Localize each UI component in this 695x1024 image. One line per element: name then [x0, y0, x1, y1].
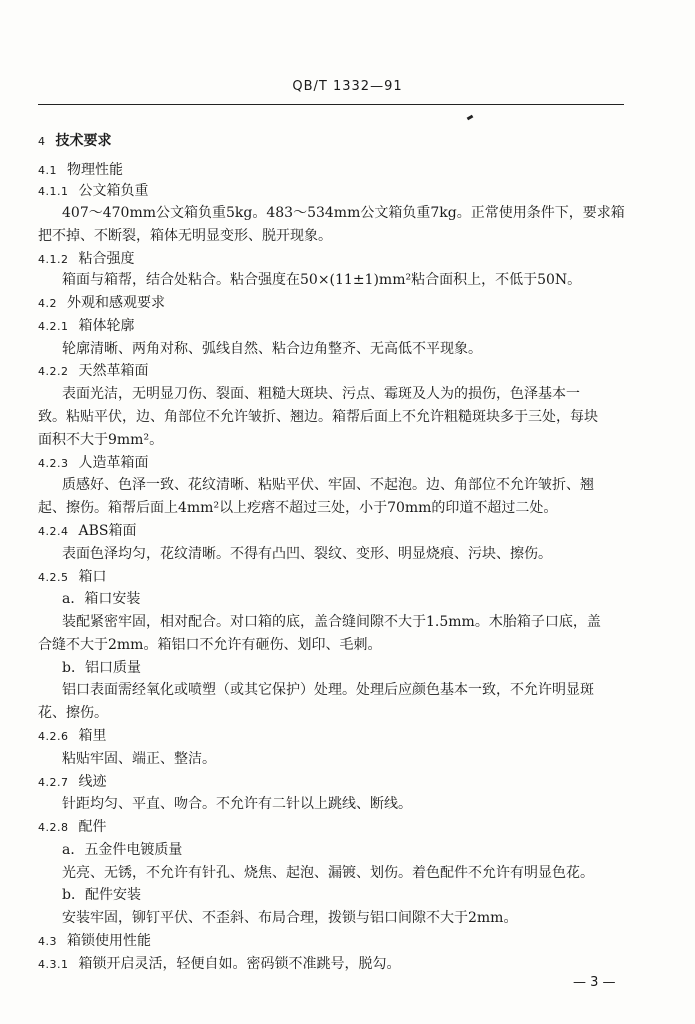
section-title: 线迹 — [78, 774, 107, 790]
scan-mark — [467, 115, 474, 121]
section-number: 4.2.7 — [38, 776, 69, 789]
section-heading — [38, 161, 123, 180]
section-number: 4.1.1 — [38, 185, 69, 198]
section-title: 公文箱负重 — [78, 183, 149, 199]
section-title: 人造革箱面 — [78, 455, 149, 471]
section-number: 4.1.2 — [38, 253, 69, 266]
section-title: ABS箱面 — [78, 523, 137, 539]
section-number: 4.3 — [38, 935, 57, 948]
list-item-heading: b．配件安装 — [62, 887, 141, 903]
header-rule — [38, 104, 624, 105]
section-heading — [38, 132, 112, 151]
paragraph-line: 质感好、色泽一致、花纹清晰、粘贴平伏、牢固、不起泡。边、角部位不允许皱折、翘 — [62, 477, 594, 493]
page-header: QB/T 1332—91 — [292, 79, 403, 94]
section-heading — [38, 955, 401, 974]
section-number: 4.2 — [38, 297, 57, 310]
section-number: 4.2.1 — [38, 320, 69, 333]
paragraph-line: 箱面与箱帮，结合处粘合。粘合强度在50×(11±1)mm²粘合面积上，不低于50N。 — [62, 272, 582, 288]
section-number: 4.1 — [38, 164, 57, 177]
list-item-heading: a．五金件电镀质量 — [62, 842, 183, 858]
list-item-heading: a．箱口安装 — [62, 591, 141, 607]
section-title: 箱锁使用性能 — [67, 933, 151, 949]
section-heading — [38, 818, 107, 837]
section-title: 配件 — [78, 819, 107, 835]
paragraph-line: 面积不大于9mm²。 — [38, 432, 164, 448]
paragraph-line: 花、擦伤。 — [38, 705, 108, 721]
section-heading — [38, 932, 151, 951]
section-title: 物理性能 — [67, 162, 123, 178]
paragraph-line: 光亮、无锈，不允许有针孔、烧焦、起泡、漏镀、划伤。着色配件不允许有明显色花。 — [62, 865, 594, 881]
section-heading — [38, 294, 165, 313]
section-title: 粘合强度 — [78, 251, 135, 267]
paragraph-line: 表面色泽均匀，花纹清晰。不得有凸凹、裂纹、变形、明显烧痕、污块、擦伤。 — [62, 546, 552, 562]
section-number: 4.2.4 — [38, 525, 69, 538]
paragraph-line: 安装牢固，铆钉平伏、不歪斜、布局合理，拨锁与铝口间隙不大于2mm。 — [62, 910, 518, 926]
section-heading — [38, 317, 135, 336]
list-item-heading: b．铝口质量 — [62, 660, 141, 676]
paragraph-line: 表面光洁，无明显刀伤、裂面、粗糙大斑块、污点、霉斑及人为的损伤，色泽基本一 — [62, 386, 580, 402]
section-number: 4.2.3 — [38, 457, 69, 470]
paragraph-line: 把不掉、不断裂，箱体无明显变形、脱开现象。 — [38, 228, 332, 244]
section-title: 技术要求 — [55, 133, 112, 149]
section-number: 4 — [38, 135, 46, 148]
section-number: 4.2.2 — [38, 365, 69, 378]
section-heading — [38, 522, 137, 541]
section-heading — [38, 182, 149, 201]
section-heading — [38, 250, 135, 269]
page-number: — 3 — — [573, 975, 616, 990]
section-heading — [38, 362, 149, 381]
section-number: 4.2.5 — [38, 571, 69, 584]
section-title: 箱里 — [78, 728, 107, 744]
paragraph-line: 起、擦伤。箱帮后面上4mm²以上疙瘩不超过三处，小于70mm的印道不超过二处。 — [38, 500, 558, 516]
paragraph-line: 407～470mm公文箱负重5kg。483～534mm公文箱负重7kg。正常使用条件下，要求箱 — [62, 205, 625, 221]
section-title: 外观和感观要求 — [67, 295, 165, 311]
paragraph-line: 粘贴牢固、端正、整洁。 — [62, 751, 216, 767]
section-title: 箱体轮廓 — [78, 318, 135, 334]
paragraph-line: 合缝不大于2mm。箱铝口不允许有砸伤、划印、毛刺。 — [38, 637, 382, 653]
paragraph-line: 致。粘贴平伏，边、角部位不允许皱折、翘边。箱帮后面上不允许粗糙斑块多于三处，每块 — [38, 409, 598, 425]
section-heading — [38, 773, 107, 792]
section-number: 4.3.1 — [38, 958, 69, 971]
section-heading — [38, 568, 107, 587]
section-heading — [38, 454, 149, 473]
paragraph-line: 装配紧密牢固，相对配合。对口箱的底，盖合缝间隙不大于1.5mm。木胎箱子口底，盖 — [62, 614, 601, 630]
section-number: 4.2.6 — [38, 730, 69, 743]
paragraph-line: 铝口表面需经氧化或喷塑（或其它保护）处理。处理后应颜色基本一致，不允许明显斑 — [62, 682, 594, 698]
paragraph-line: 箱锁开启灵活，轻便自如。密码锁不准跳号，脱勾。 — [78, 956, 401, 972]
paragraph-line: 轮廓清晰、两角对称、弧线自然、粘合边角整齐、无高低不平现象。 — [62, 341, 482, 357]
paragraph-line: 针距均匀、平直、吻合。不允许有二针以上跳线、断线。 — [62, 796, 412, 812]
section-number: 4.2.8 — [38, 821, 69, 834]
section-title: 箱口 — [78, 569, 107, 585]
section-title: 天然革箱面 — [78, 363, 149, 379]
section-heading — [38, 727, 107, 746]
